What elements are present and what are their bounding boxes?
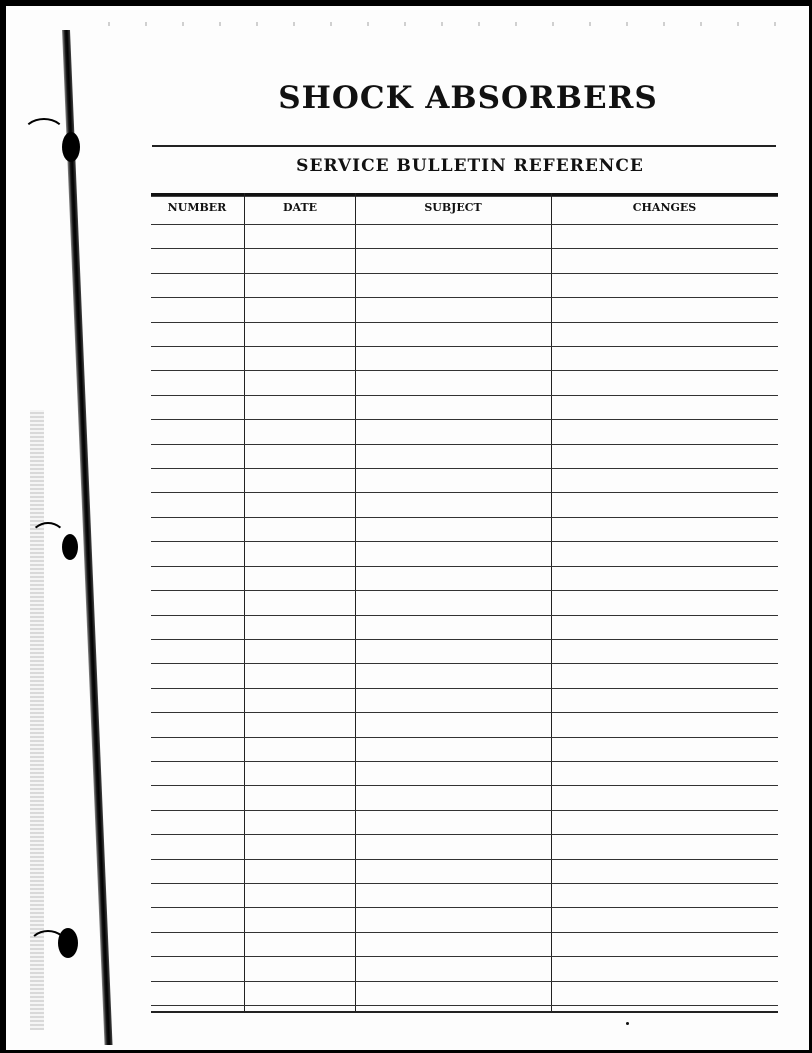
table-row-line [151, 688, 778, 689]
table-row-line [151, 785, 778, 786]
page-subtitle: SERVICE BULLETIN REFERENCE [296, 156, 644, 176]
scan-border-left [0, 0, 6, 1053]
column-header-subject: SUBJECT [424, 201, 482, 214]
scan-specks [90, 22, 780, 26]
table-row-line [151, 737, 778, 738]
column-header-changes: CHANGES [632, 201, 697, 214]
punch-hole [58, 928, 78, 958]
table-row-line [151, 639, 778, 640]
table-row-line [151, 541, 778, 542]
table-row-line [151, 712, 778, 713]
table-row-line [151, 615, 778, 616]
table-header-rule [151, 193, 778, 197]
table-row-line [151, 370, 778, 371]
table-row-line [151, 761, 778, 762]
punch-hole [62, 534, 78, 560]
table-row-line [151, 663, 778, 664]
page-title: SHOCK ABSORBERS [278, 80, 658, 116]
table-row-line [151, 224, 778, 225]
table-row-line [151, 468, 778, 469]
table-row-line [151, 322, 778, 323]
table-row-line [151, 297, 778, 298]
reference-table [151, 193, 778, 1013]
column-divider [244, 193, 245, 1011]
scan-speck [626, 1022, 629, 1025]
table-row-line [151, 981, 778, 982]
table-row-line [151, 492, 778, 493]
table-row-line [151, 517, 778, 518]
table-row-line [151, 810, 778, 811]
table-row-line [151, 932, 778, 933]
table-row-line [151, 590, 778, 591]
punch-hole-arc [30, 522, 66, 554]
table-row-line [151, 859, 778, 860]
table-row-line [151, 419, 778, 420]
table-row-line [151, 395, 778, 396]
table-row-line [151, 566, 778, 567]
column-divider [355, 193, 356, 1011]
table-row-line [151, 1005, 778, 1006]
table-row-line [151, 834, 778, 835]
column-divider [551, 193, 552, 1011]
table-row-line [151, 248, 778, 249]
scan-border-top [0, 0, 812, 6]
column-header-number: NUMBER [167, 201, 227, 214]
table-row-line [151, 956, 778, 957]
column-header-date: DATE [282, 201, 318, 214]
table-row-line [151, 907, 778, 908]
title-rule [152, 145, 776, 147]
table-row-line [151, 883, 778, 884]
table-row-line [151, 273, 778, 274]
table-bottom-rule [151, 1011, 778, 1013]
table-row-line [151, 346, 778, 347]
punch-hole [62, 132, 80, 162]
punch-hole-arc [22, 118, 66, 152]
table-row-line [151, 444, 778, 445]
